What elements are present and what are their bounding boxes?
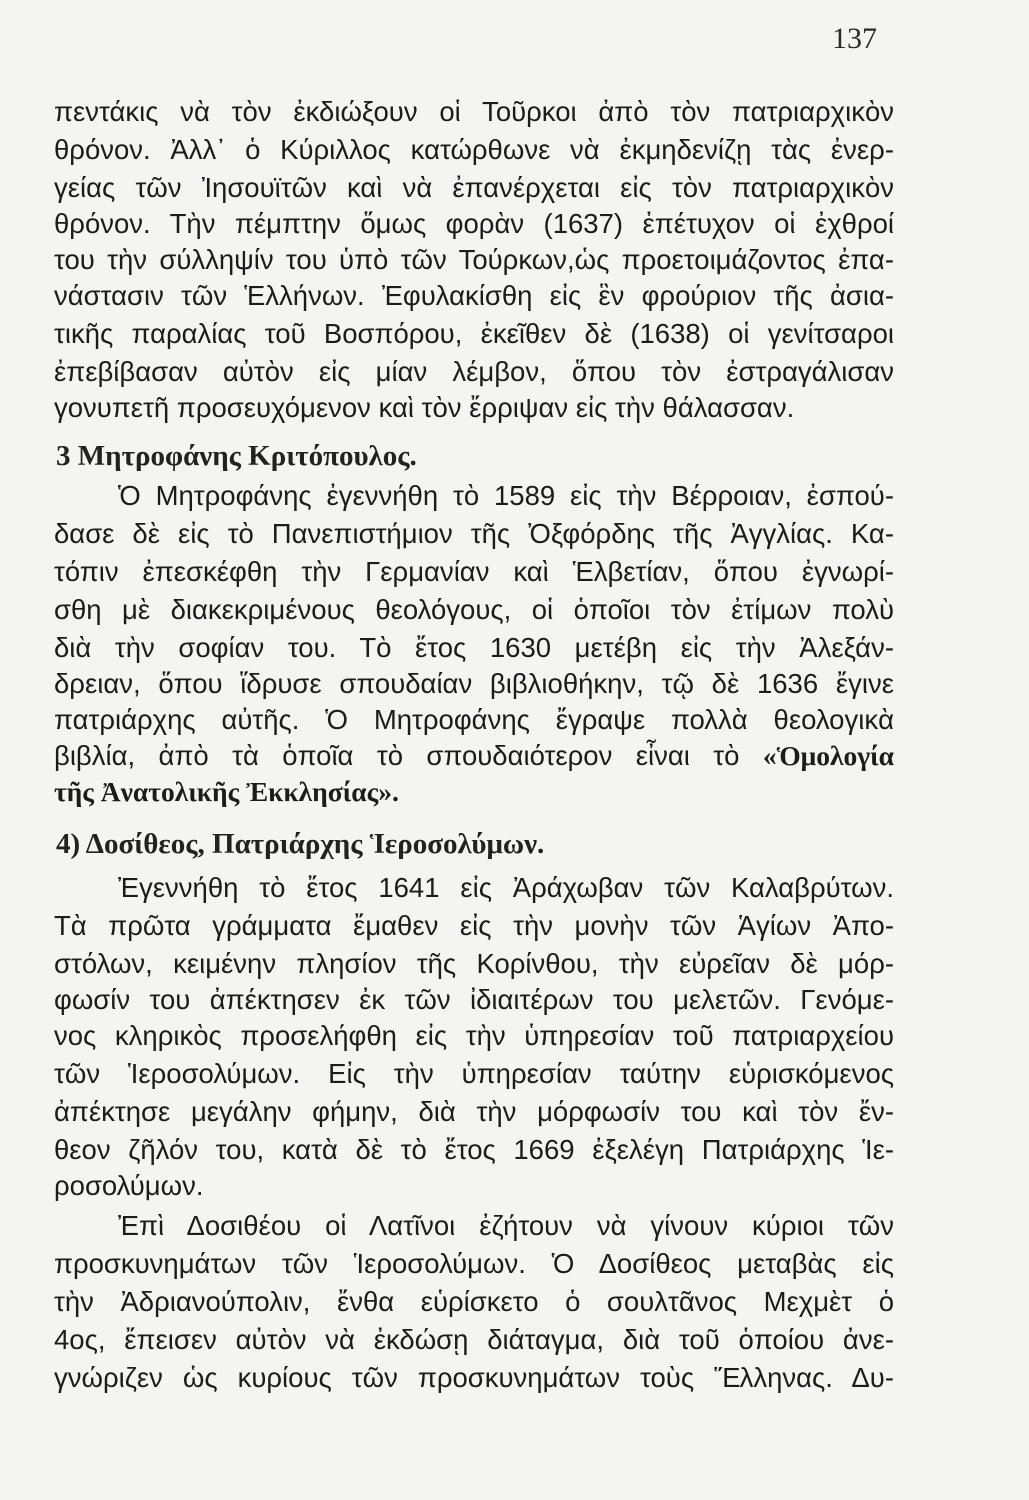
text-line: πατριάρχης αὐτῆς. Ὁ Μητροφάνης ἔγραψε πολλὰ θεολογικὰ: [54, 704, 894, 735]
text-line: γείας τῶν Ἰησουϊτῶν καὶ νὰ ἐπανέρχεται εἰς τὸν πατριαρχικὸν: [54, 172, 894, 203]
text-line: ἀπέκτησε μεγάλην φήμην, διὰ τὴν μόρφωσίν του καὶ τὸν ἔν-: [54, 1096, 894, 1127]
book-title-bold: «Ὁμολογία: [762, 740, 894, 771]
section-heading-mitrofanis: 3 Μητροφάνης Κριτόπουλος.: [56, 440, 417, 472]
text-line: 4ος, ἔπεισεν αὐτὸν νὰ ἐκδώσῃ διάταγμα, διὰ τοῦ ὁποίου ἀνε-: [54, 1324, 894, 1355]
book-title-bold: τῆς Ἀνατολικῆς Ἐκκλησίας».: [54, 776, 399, 807]
text-line: τικῆς παραλίας τοῦ Βοσπόρου, ἐκεῖθεν δὲ (1638) οἱ γενίτσαροι: [54, 318, 894, 349]
text-line: στόλων, κειμένην πλησίον τῆς Κορίνθου, τὴν εὐρεῖαν δὲ μόρ-: [54, 948, 894, 979]
text-line: θρόνον. Τὴν πέμπτην ὅμως φορὰν (1637) ἐπέτυχον οἱ ἐχθροί: [54, 208, 894, 239]
text-line: Ἐγεννήθη τὸ ἔτος 1641 εἰς Ἀράχωβαν τῶν Καλαβρύτων.: [118, 872, 894, 903]
text-line: φωσίν του ἀπέκτησεν ἐκ τῶν ἰδιαιτέρων του μελετῶν. Γενόμε-: [54, 984, 894, 1015]
section-heading-dositheos: 4) Δοσίθεος, Πατριάρχης Ἱεροσολύμων.: [56, 828, 545, 860]
text-span: βιβλία, ἀπὸ τὰ ὁποῖα τὸ σπουδαιότερον εἶναι τὸ: [54, 740, 740, 771]
text-line: νος κληρικὸς προσελήφθη εἰς τὴν ὑπηρεσίαν τοῦ πατριαρχείου: [54, 1020, 894, 1051]
text-line: νάστασιν τῶν Ἑλλήνων. Ἐφυλακίσθη εἰς ἓν φρούριον τῆς ἀσια-: [54, 280, 894, 311]
text-line: Ἐπὶ Δοσιθέου οἱ Λατῖνοι ἐζήτουν νὰ γίνουν κύριοι τῶν: [118, 1210, 894, 1241]
text-line: σθη μὲ διακεκριμένους θεολόγους, οἱ ὁποῖοι τὸν ἐτίμων πολὺ: [54, 594, 894, 625]
text-line: τόπιν ἐπεσκέφθη τὴν Γερμανίαν καὶ Ἑλβετίαν, ὅπου ἐγνωρί-: [54, 556, 894, 587]
text-line: δρειαν, ὅπου ἵδρυσε σπουδαίαν βιβλιοθήκην, τῷ δὲ 1636 ἔγινε: [54, 668, 894, 699]
text-line: γονυπετῆ προσευχόμενον καὶ τὸν ἔρριψαν εἰς τὴν θάλασσαν.: [54, 392, 795, 423]
text-line: γνώριζεν ὡς κυρίους τῶν προσκυνημάτων τοὺς Ἕλληνας. Δυ-: [54, 1362, 894, 1393]
text-line: ἐπεβίβασαν αὐτὸν εἰς μίαν λέμβον, ὅπου τὸν ἐστραγάλισαν: [54, 356, 894, 387]
page-number: 137: [832, 22, 877, 55]
text-line: ροσολύμων.: [54, 1170, 204, 1201]
text-line: τῶν Ἱεροσολύμων. Εἰς τὴν ὑπηρεσίαν ταύτην εὑρισκόμενος: [54, 1058, 894, 1089]
text-line: δασε δὲ εἰς τὸ Πανεπιστήμιον τῆς Ὀξφόρδης τῆς Ἀγγλίας. Κα-: [54, 518, 894, 549]
text-line: διὰ τὴν σοφίαν του. Τὸ ἔτος 1630 μετέβη εἰς τὴν Ἀλεξάν-: [54, 632, 894, 663]
text-line: του τὴν σύλληψίν του ὑπὸ τῶν Τούρκων,ὡς προετοιμάζοντος ἐπα-: [54, 244, 894, 275]
text-line: Τὰ πρῶτα γράμματα ἔμαθεν εἰς τὴν μονὴν τῶν Ἁγίων Ἀπο-: [54, 910, 894, 941]
text-line: Ὁ Μητροφάνης ἐγεννήθη τὸ 1589 εἰς τὴν Βέρροιαν, ἐσπού-: [118, 480, 894, 511]
text-line: θεον ζῆλόν του, κατὰ δὲ τὸ ἔτος 1669 ἐξελέγη Πατριάρχης Ἱε-: [54, 1134, 894, 1165]
text-line: [54, 740, 894, 772]
text-line: θρόνον. Ἀλλ᾽ ὁ Κύριλλος κατώρθωνε νὰ ἐκμηδενίζῃ τὰς ἐνερ-: [54, 134, 894, 165]
text-line: [54, 776, 894, 808]
text-line: τὴν Ἀδριανούπολιν, ἔνθα εὑρίσκετο ὁ σουλτᾶνος Μεχμὲτ ὁ: [54, 1286, 894, 1317]
text-line: προσκυνημάτων τῶν Ἱεροσολύμων. Ὁ Δοσίθεος μεταβὰς εἰς: [54, 1248, 894, 1279]
text-line: πεντάκις νὰ τὸν ἐκδιώξουν οἱ Τοῦρκοι ἀπὸ τὸν πατριαρχικὸν: [54, 96, 894, 127]
